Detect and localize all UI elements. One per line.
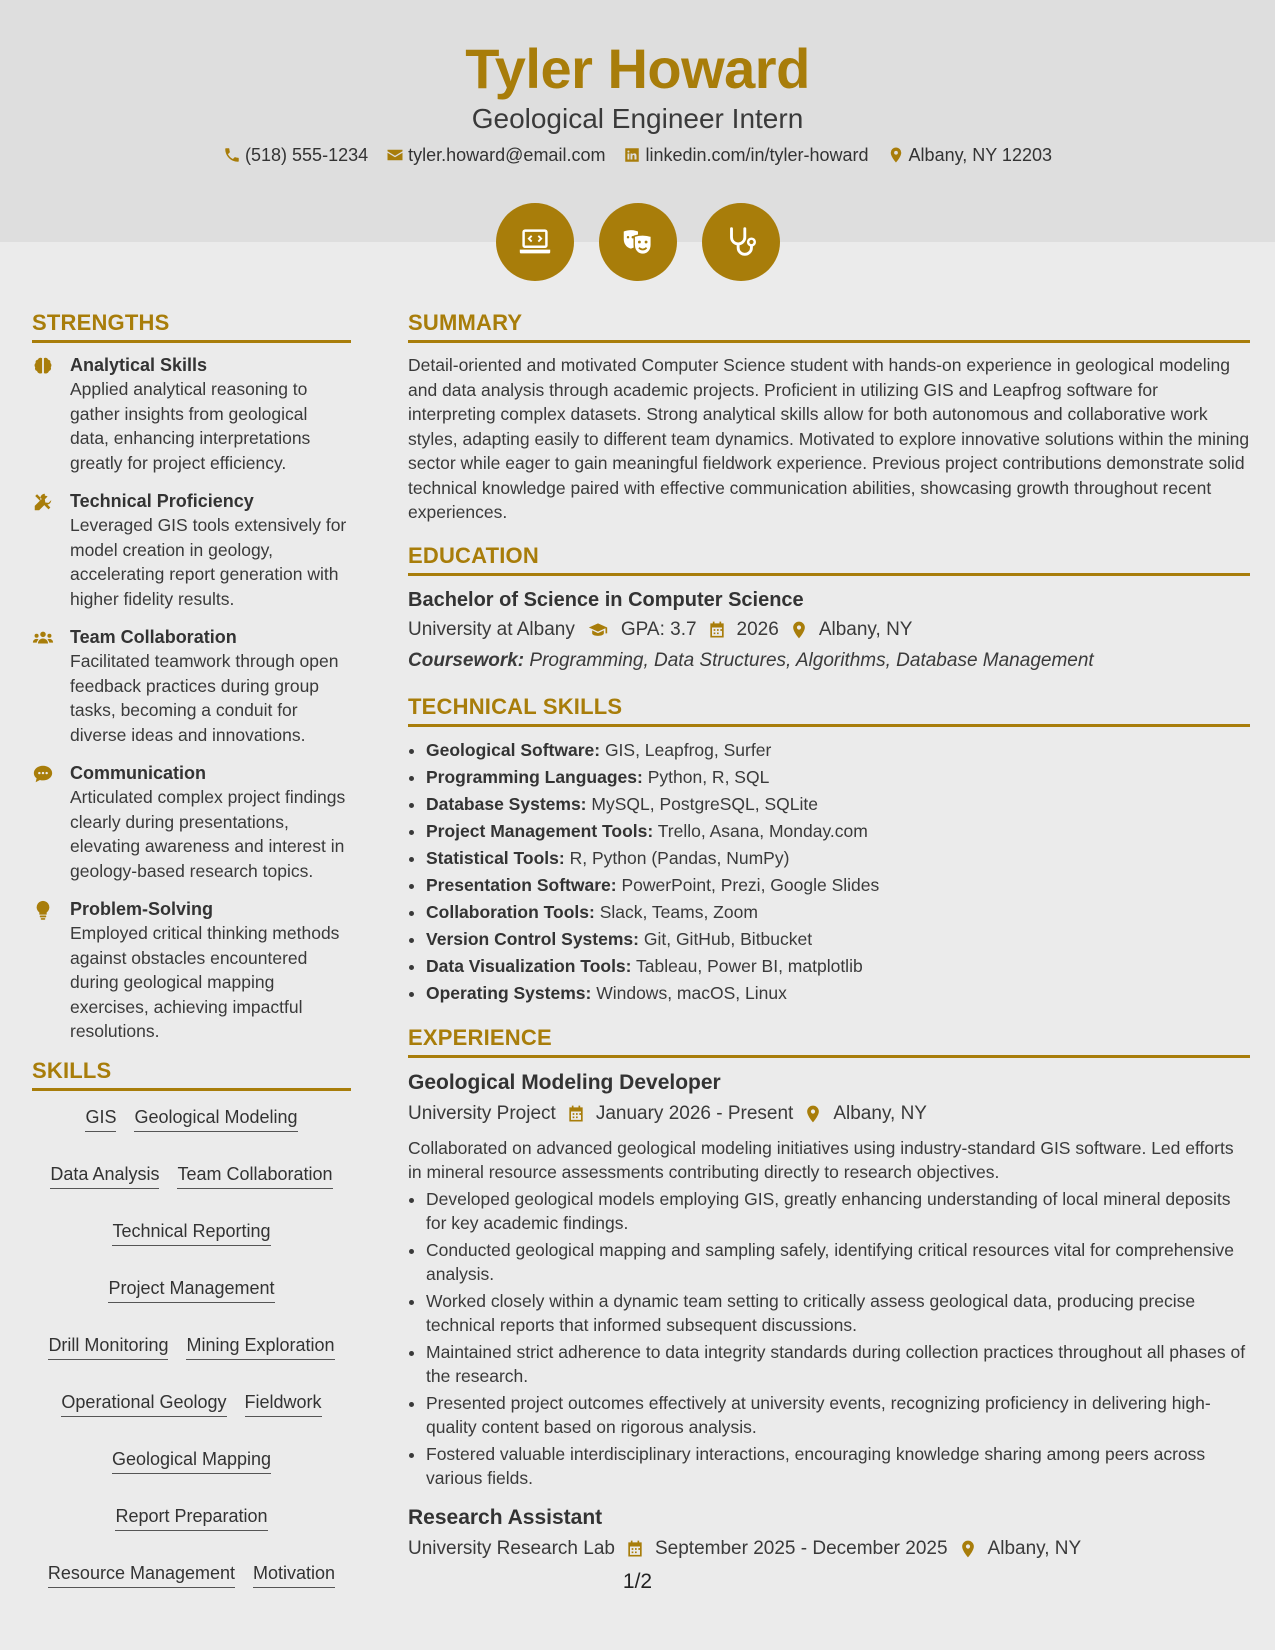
strength-item bbox=[32, 353, 351, 475]
skill-tag: Motivation bbox=[253, 1561, 335, 1588]
strength-name: Technical Proficiency bbox=[70, 491, 254, 511]
strength-name: Team Collaboration bbox=[70, 627, 237, 647]
tools-icon bbox=[32, 491, 54, 513]
list-item: • Data Visualization Tools: Tableau, Power BI, matplotlib bbox=[426, 953, 1250, 980]
job-title: Geological Modeling Developer bbox=[408, 1070, 721, 1094]
left-column bbox=[32, 310, 351, 1592]
job-org: University Project bbox=[408, 1102, 556, 1124]
contact-linkedin[interactable] bbox=[623, 145, 868, 166]
location-text: Albany, NY 12203 bbox=[908, 144, 1052, 165]
strength-item bbox=[32, 761, 351, 883]
skill-tag: Team Collaboration bbox=[177, 1162, 332, 1189]
skill-tag: Operational Geology bbox=[61, 1390, 226, 1417]
candidate-title: Geological Engineer Intern bbox=[471, 102, 804, 134]
stethoscope-icon bbox=[722, 223, 760, 261]
calendar-icon bbox=[566, 1104, 586, 1124]
skill-tag: Project Management bbox=[108, 1276, 274, 1303]
skill-tag: Report Preparation bbox=[115, 1504, 267, 1531]
contact-email[interactable] bbox=[386, 145, 605, 166]
job-description: Collaborated on advanced geological modeling initiatives using industry-standard GIS software. Led efforts in mineral resource assessments contributing directly to research objectives. bbox=[408, 1137, 1234, 1182]
strength-name: Analytical Skills bbox=[70, 355, 208, 375]
school-name: University at Albany bbox=[408, 618, 575, 640]
contact-location bbox=[887, 145, 1052, 166]
list-item: • Fostered valuable interdisciplinary interactions, encouraging knowledge sharing among peers across various fields. bbox=[426, 1442, 1250, 1491]
header bbox=[0, 37, 1275, 166]
map-pin-icon bbox=[803, 1104, 823, 1124]
job-title: Research Assistant bbox=[408, 1505, 603, 1529]
phone-text: (518) 555-1234 bbox=[245, 144, 369, 165]
experience-title: EXPERIENCE bbox=[408, 1025, 1250, 1058]
technical-skills-list bbox=[408, 737, 1250, 1007]
job-meta bbox=[408, 1098, 1250, 1130]
skill-tag: Fieldwork bbox=[245, 1390, 322, 1417]
list-item: • Collaboration Tools: Slack, Teams, Zoom bbox=[426, 899, 1250, 926]
list-item: • Worked closely within a dynamic team setting to critically assess geological data, producing precise technical reports that informed subsequent discussions. bbox=[426, 1289, 1250, 1338]
phone-icon bbox=[223, 146, 241, 164]
education-meta bbox=[408, 614, 1250, 646]
list-item: • Version Control Systems: Git, GitHub, Bitbucket bbox=[426, 926, 1250, 953]
list-item: • Database Systems: MySQL, PostgreSQL, SQLite bbox=[426, 791, 1250, 818]
comment-dots-icon bbox=[32, 763, 54, 785]
theater-masks-icon bbox=[619, 223, 657, 261]
list-item: • Programming Languages: Python, R, SQL bbox=[426, 764, 1250, 791]
strength-item bbox=[32, 625, 351, 747]
degree-name: Bachelor of Science in Computer Science bbox=[408, 588, 804, 611]
strength-desc: Applied analytical reasoning to gather insights from geological data, enhancing interpretations greatly for project efficiency. bbox=[70, 379, 311, 473]
skill-tag: Mining Exploration bbox=[186, 1333, 334, 1360]
map-pin-icon bbox=[789, 620, 809, 640]
education-title: EDUCATION bbox=[408, 543, 1250, 576]
right-column bbox=[408, 310, 1250, 1565]
list-item: • Statistical Tools: R, Python (Pandas, NumPy) bbox=[426, 845, 1250, 872]
job-location: Albany, NY bbox=[833, 1102, 927, 1124]
summary-text: Detail-oriented and motivated Computer Science student with hands-on experience in geological modeling and data analysis through academic projects. Proficient in utilizing GIS and Leapfrog software for interpreting complex datasets. Strong analytical skills allow for both autonomous and collaborative work styles, adapting easily to different team dynamics. Motivated to explore innovative solutions within the mining sector while eager to gain meaningful fieldwork experience. Previous project contributions demonstrate solid technical knowledge paired with effective communication abilities, showcasing growth throughout recent experiences. bbox=[408, 355, 1250, 522]
job-location: Albany, NY bbox=[987, 1537, 1082, 1559]
strength-name: Problem-Solving bbox=[70, 899, 214, 919]
technical-skills-title: TECHNICAL SKILLS bbox=[408, 694, 1250, 727]
laptop-code-icon bbox=[516, 223, 554, 261]
hobby-circle bbox=[702, 203, 780, 281]
job-entry bbox=[408, 1503, 1250, 1565]
summary-title: SUMMARY bbox=[408, 310, 1250, 343]
page-number: 1/2 bbox=[622, 1570, 653, 1593]
list-item: • Developed geological models employing GIS, greatly enhancing understanding of local mineral deposits for key academic findings. bbox=[426, 1187, 1250, 1236]
job-bullets bbox=[408, 1187, 1250, 1491]
skills-list bbox=[32, 1101, 351, 1592]
list-item: • Maintained strict adherence to data integrity standards during collection practices throughout all phases of the research. bbox=[426, 1340, 1250, 1389]
strengths-title: STRENGTHS bbox=[32, 310, 351, 343]
strength-desc: Leveraged GIS tools extensively for model creation in geology, accelerating report generation with higher fidelity results. bbox=[70, 515, 347, 609]
calendar-icon bbox=[625, 1539, 645, 1559]
map-pin-icon bbox=[887, 146, 905, 164]
skills-title: SKILLS bbox=[32, 1058, 351, 1091]
strength-desc: Articulated complex project findings clearly during presentations, elevating awareness and interest in geology-based research topics. bbox=[70, 787, 346, 881]
graduation-cap-icon bbox=[585, 620, 611, 640]
job-meta bbox=[408, 1533, 1250, 1565]
linkedin-icon bbox=[623, 146, 641, 164]
skill-tag: Resource Management bbox=[48, 1561, 235, 1588]
school-location: Albany, NY bbox=[818, 618, 913, 640]
coursework-label: Coursework: bbox=[408, 649, 525, 671]
hobby-icons bbox=[0, 203, 1275, 281]
job-dates: January 2026 - Present bbox=[595, 1102, 794, 1124]
map-pin-icon bbox=[958, 1539, 978, 1559]
brain-icon bbox=[32, 355, 54, 377]
gpa-text: GPA: 3.7 bbox=[620, 618, 697, 640]
skill-tag: Geological Modeling bbox=[134, 1105, 297, 1132]
graduation-year: 2026 bbox=[736, 618, 779, 640]
strength-item bbox=[32, 897, 351, 1044]
list-item: • Presented project outcomes effectively at university events, recognizing proficiency in delivering high-quality content based on rigorous analysis. bbox=[426, 1391, 1250, 1440]
strength-desc: Facilitated teamwork through open feedback practices during group tasks, becoming a conduit for diverse ideas and innovations. bbox=[70, 651, 339, 745]
strength-name: Communication bbox=[70, 763, 207, 783]
skill-tag: Technical Reporting bbox=[112, 1219, 270, 1246]
users-icon bbox=[32, 627, 54, 649]
skill-tag: GIS bbox=[85, 1105, 116, 1132]
envelope-icon bbox=[386, 146, 404, 164]
email-text[interactable]: tyler.howard@email.com bbox=[408, 144, 606, 165]
hobby-circle bbox=[599, 203, 677, 281]
coursework-list: Programming, Data Structures, Algorithms, Database Management bbox=[529, 649, 1094, 671]
coursework bbox=[408, 646, 1250, 676]
lightbulb-icon bbox=[32, 899, 54, 921]
skill-tag: Drill Monitoring bbox=[48, 1333, 168, 1360]
job-dates: September 2025 - December 2025 bbox=[654, 1537, 948, 1559]
linkedin-text[interactable]: linkedin.com/in/tyler-howard bbox=[645, 144, 869, 165]
contact-phone bbox=[223, 145, 368, 166]
list-item: • Conducted geological mapping and sampling safely, identifying critical resources vital for comprehensive analysis. bbox=[426, 1238, 1250, 1287]
skill-tag: Geological Mapping bbox=[112, 1447, 271, 1474]
job-entry bbox=[408, 1068, 1250, 1491]
list-item: • Geological Software: GIS, Leapfrog, Surfer bbox=[426, 737, 1250, 764]
contact-row bbox=[0, 145, 1275, 166]
strength-desc: Employed critical thinking methods against obstacles encountered during geological mapping exercises, achieving impactful resolutions. bbox=[70, 923, 340, 1041]
list-item: • Presentation Software: PowerPoint, Prezi, Google Slides bbox=[426, 872, 1250, 899]
calendar-icon bbox=[707, 620, 727, 640]
job-org: University Research Lab bbox=[408, 1537, 615, 1559]
hobby-circle bbox=[496, 203, 574, 281]
list-item: • Project Management Tools: Trello, Asana, Monday.com bbox=[426, 818, 1250, 845]
list-item: • Operating Systems: Windows, macOS, Linux bbox=[426, 980, 1250, 1007]
strength-item bbox=[32, 489, 351, 611]
skill-tag: Data Analysis bbox=[50, 1162, 159, 1189]
candidate-name: Tyler Howard bbox=[465, 37, 810, 100]
